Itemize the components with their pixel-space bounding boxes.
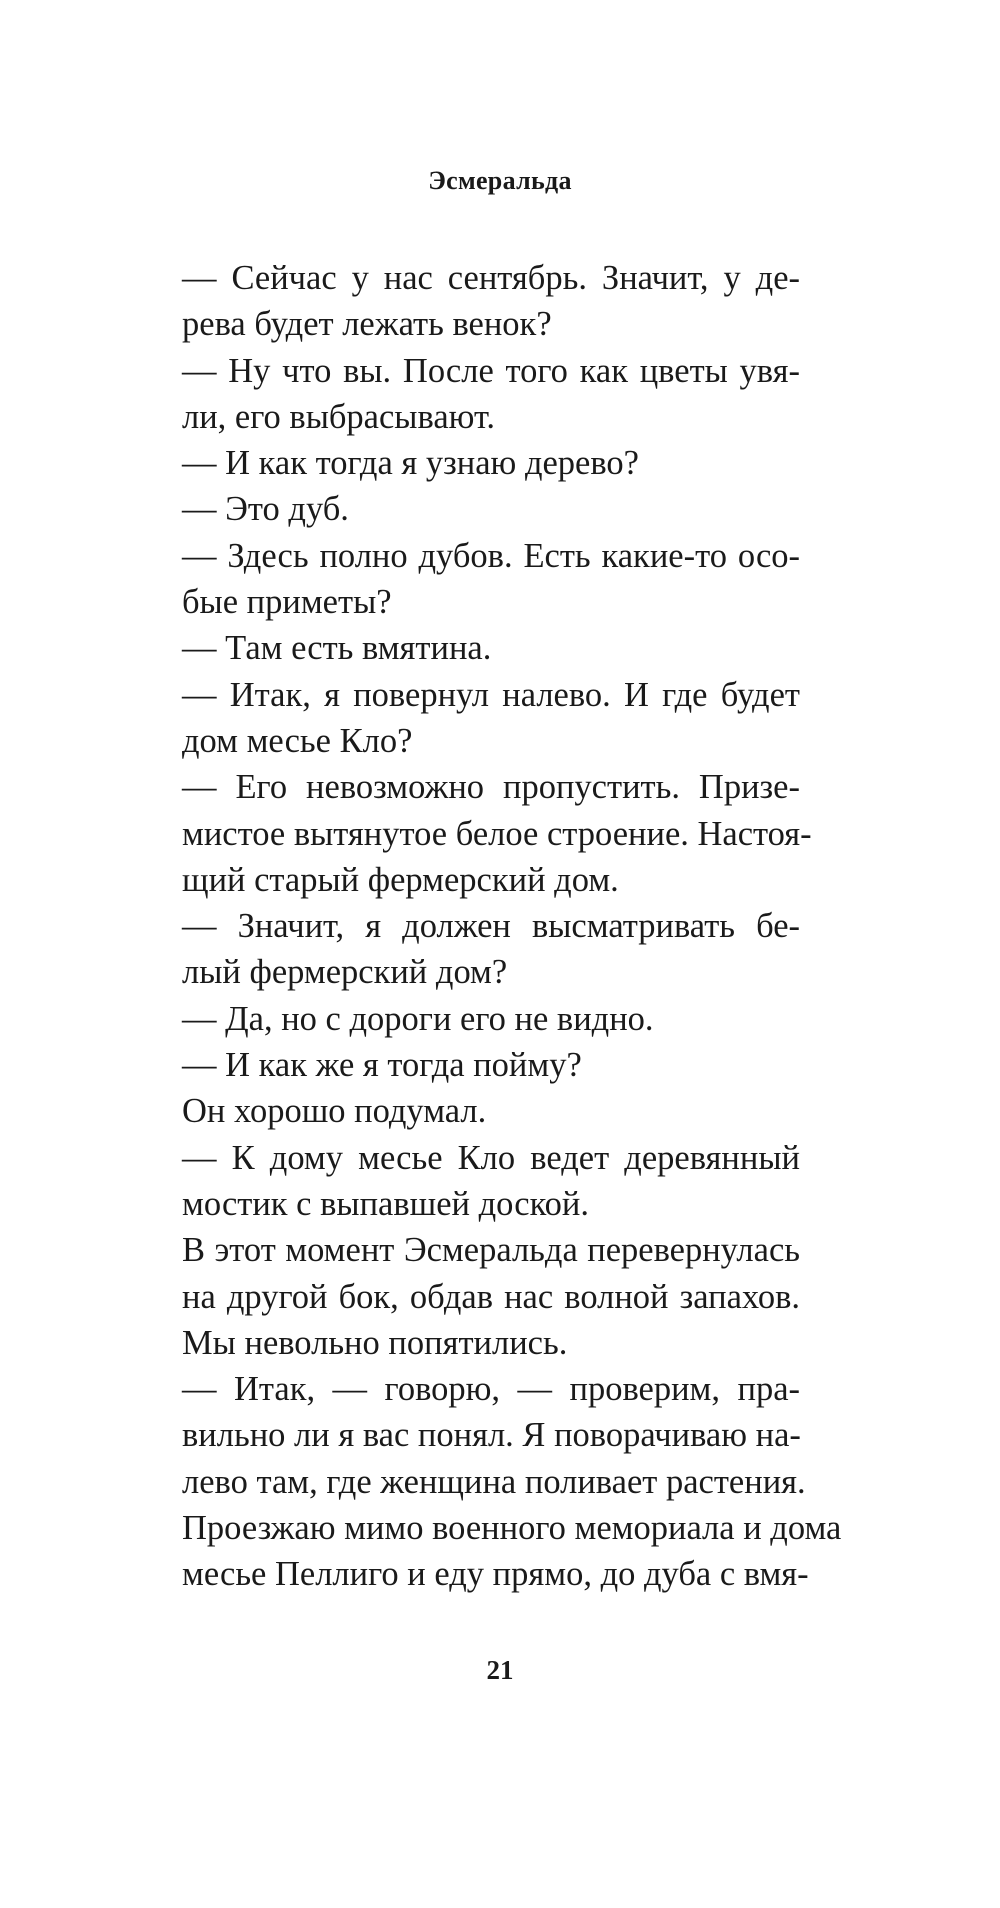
- paragraph: [136, 1135, 800, 1228]
- paragraph: [136, 903, 800, 996]
- running-head: Эсмеральда: [428, 166, 572, 195]
- text-line: месье Пеллиго и еду прямо, до дуба с вмя-: [182, 1555, 809, 1594]
- text-line: щий старый фермерский дом.: [182, 860, 619, 899]
- paragraph: [136, 440, 800, 486]
- text-line: вильно ли я вас понял. Я поворачиваю на-: [182, 1416, 801, 1455]
- text-line: ли, его выбрасывают.: [182, 397, 496, 436]
- text-line: — И как тогда я узнаю дерево?: [182, 444, 639, 483]
- paragraph: [136, 533, 800, 626]
- paragraph: [136, 348, 800, 441]
- paragraph: [136, 764, 812, 903]
- text-line: рева будет лежать венок?: [182, 305, 552, 344]
- paragraph: [136, 1366, 842, 1597]
- paragraph: [136, 1227, 800, 1366]
- text-line: мостик с выпавшей доской.: [182, 1184, 589, 1223]
- text-line: — Итак, — говорю, — проверим, пра-: [182, 1370, 800, 1409]
- text-line: — Итак, я повернул налево. И где будет: [182, 675, 800, 714]
- body-text: [136, 255, 842, 1598]
- paragraph: [136, 1088, 800, 1134]
- text-line: на другой бок, обдав нас волной запахов.: [182, 1277, 800, 1316]
- text-line: — К дому месье Кло ведет деревянный: [182, 1138, 800, 1177]
- paragraph: [136, 486, 800, 532]
- text-line: Проезжаю мимо военного мемориала и дома: [182, 1509, 842, 1548]
- text-line: В этот момент Эсмеральда перевернулась: [182, 1231, 800, 1270]
- paragraph: [136, 672, 800, 765]
- text-line: дом месье Кло?: [182, 721, 413, 760]
- text-line: — Сейчас у нас сентябрь. Значит, у де-: [182, 259, 800, 297]
- paragraph: [136, 1042, 800, 1088]
- text-line: лево там, где женщина поливает растения.: [182, 1462, 806, 1501]
- text-line: — Ну что вы. После того как цветы увя-: [182, 351, 800, 390]
- text-line: — Его невозможно пропустить. Призе-: [182, 768, 800, 807]
- text-line: Он хорошо подумал.: [182, 1092, 487, 1131]
- page-number: 21: [486, 1655, 514, 1685]
- text-line: лый фермерский дом?: [182, 953, 508, 992]
- text-line: — Значит, я должен высматривать бе-: [182, 907, 800, 946]
- text-line: бые приметы?: [182, 583, 392, 622]
- text-line: — Там есть вмятина.: [182, 629, 492, 668]
- text-line: — И как же я тогда пойму?: [182, 1046, 582, 1085]
- paragraph: [136, 996, 800, 1042]
- text-line: мистое вытянутое белое строение. Настоя-: [182, 814, 812, 853]
- text-line: — Это дуб.: [182, 490, 349, 529]
- paragraph: [136, 625, 800, 671]
- text-line: Мы невольно попятились.: [182, 1323, 568, 1362]
- paragraph: [136, 255, 800, 348]
- text-line: — Да, но с дороги его не видно.: [182, 999, 654, 1038]
- text-line: — Здесь полно дубов. Есть какие-то осо-: [182, 536, 800, 575]
